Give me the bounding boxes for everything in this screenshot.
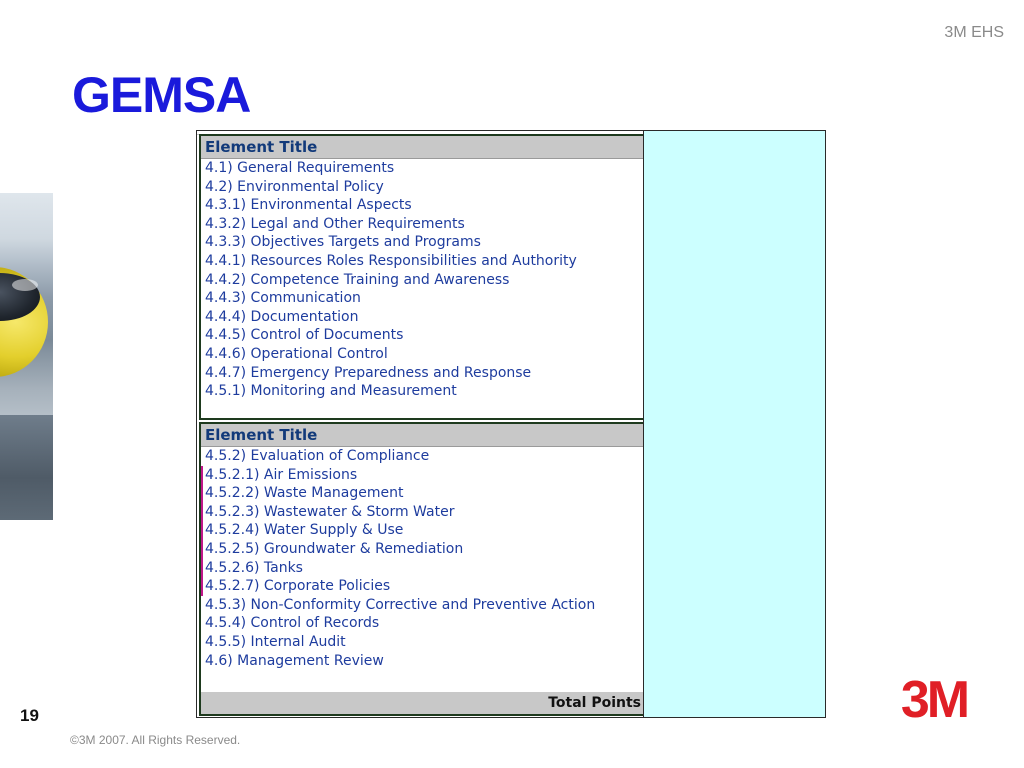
- list-item: 4.3.3) Objectives Targets and Programs: [205, 234, 481, 251]
- list-item: 4.4.4) Documentation: [205, 308, 359, 325]
- list-item: 4.5.4) Control of Records: [205, 615, 380, 632]
- list-item: 4.5.2.4) Water Supply & Use: [201, 521, 643, 540]
- list-item: 4.1) General Requirements: [205, 160, 395, 176]
- list-item: 4.3.1) Environmental Aspects: [205, 197, 412, 214]
- list-item: 4.4.5) Control of Documents: [205, 327, 404, 344]
- decorative-photo: [0, 193, 53, 520]
- list-item: 4.4.2) Competence Training and Awareness: [205, 271, 510, 288]
- score-column: [643, 131, 826, 717]
- table-header: Element Title: [201, 424, 643, 447]
- element-table-bottom: [199, 422, 643, 716]
- list-item: 4.5.2.2) Waste Management: [201, 484, 643, 503]
- list-item: 4.3.2) Legal and Other Requirements: [205, 215, 465, 232]
- list-item: 4.5.2.7) Corporate Policies: [201, 577, 643, 596]
- list-item: 4.4.7) Emergency Preparedness and Response: [205, 364, 532, 381]
- copyright-notice: ©3M 2007. All Rights Reserved.: [70, 733, 241, 747]
- list-item: 4.5.1) Monitoring and Measurement: [205, 383, 457, 400]
- list-item: 4.5.2.1) Air Emissions: [201, 466, 643, 485]
- element-table-screenshot: [196, 130, 826, 718]
- element-list-bottom: [201, 447, 643, 670]
- element-list-top: [201, 159, 643, 401]
- slide-title: GEMSA: [72, 67, 251, 123]
- table-header: Element Title: [201, 136, 643, 159]
- list-item: 4.4.3) Communication: [205, 290, 361, 307]
- list-item: 4.5.2) Evaluation of Compliance: [205, 448, 430, 464]
- 3m-logo-text: 3M: [900, 675, 968, 721]
- list-item: 4.5.2.6) Tanks: [201, 559, 643, 578]
- list-item: 4.5.5) Internal Audit: [205, 633, 346, 650]
- list-item: 4.6) Management Review: [205, 652, 384, 669]
- list-item: 4.5.3) Non-Conformity Corrective and Preventive Action: [205, 596, 596, 613]
- element-table-top: [199, 134, 643, 420]
- list-item: 4.4.1) Resources Roles Responsibilities and Authority: [205, 252, 577, 269]
- list-item: 4.5.2.5) Groundwater & Remediation: [201, 540, 643, 559]
- list-item: 4.4.6) Operational Control: [205, 345, 388, 362]
- page-number: 19: [20, 706, 39, 725]
- list-item: 4.5.2.3) Wastewater & Storm Water: [201, 503, 643, 522]
- header-label: 3M EHS: [944, 24, 1004, 41]
- list-item: 4.2) Environmental Policy: [205, 178, 384, 195]
- 3m-logo: [892, 675, 976, 721]
- total-points-bar: Total Points: [201, 692, 643, 714]
